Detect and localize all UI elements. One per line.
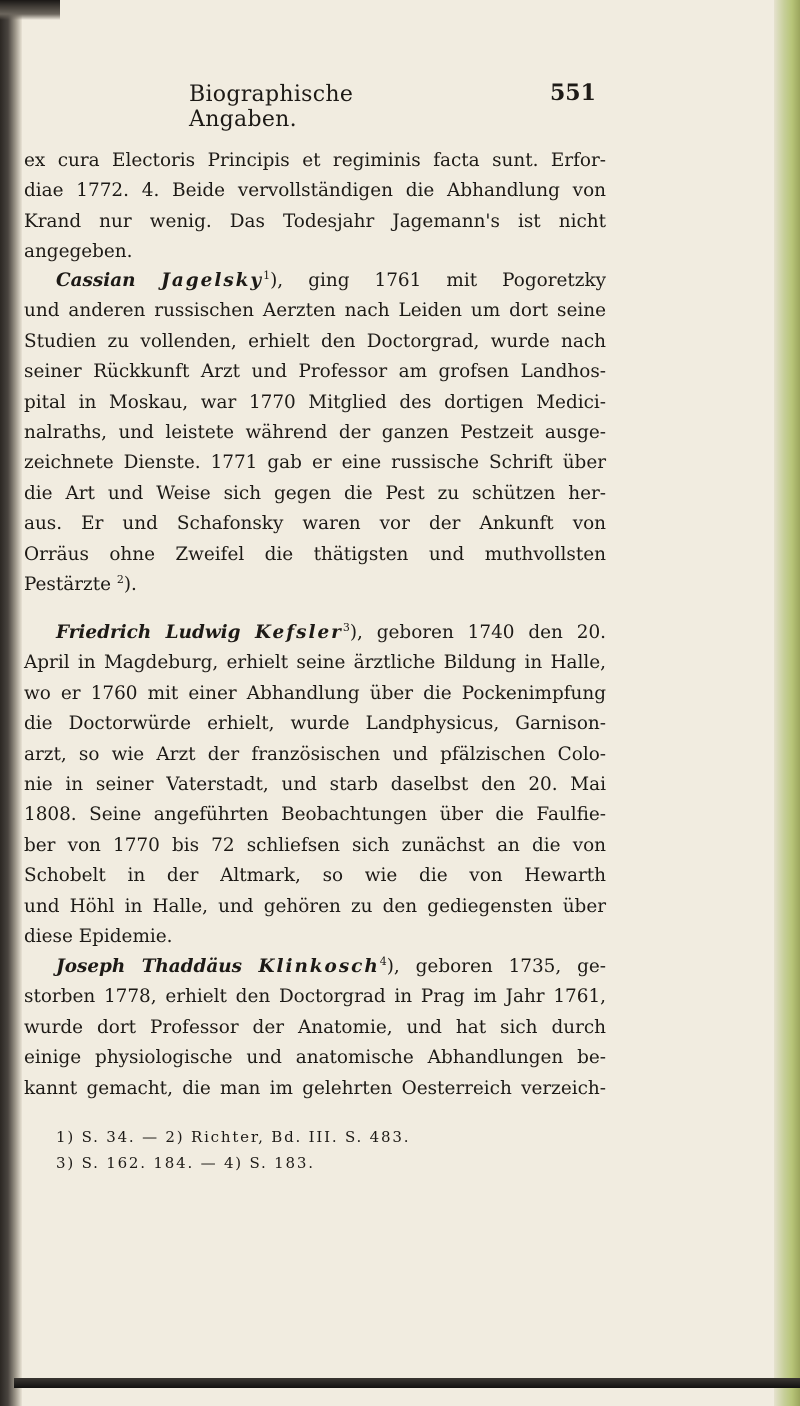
text-line: storben 1778, erhielt den Doctorgrad in Prag im Jahr 1761,	[24, 986, 606, 1008]
text-line: angegeben.	[24, 241, 133, 263]
text-line: April in Magdeburg, erhielt seine ärztliche Bildung in Halle,	[24, 652, 606, 674]
text-line: Cassian Jagelsky$^1$), ging 1761 mit Pogoretzky	[56, 269, 606, 291]
text-line: ber von 1770 bis 72 schliefsen sich zunächst an die von	[24, 834, 606, 856]
text-line: zeichnete Dienste. 1771 gab er eine russische Schrift über	[24, 452, 606, 474]
text-line: Friedrich Ludwig Kefsler$^3$), geboren 1740 den 20.	[56, 621, 606, 643]
text-line: Krand nur wenig. Das Todesjahr Jagemann's ist nicht	[24, 210, 606, 232]
text-line: pital in Moskau, war 1770 Mitglied des dortigen Medici-	[24, 391, 606, 413]
footnote-ref: 1	[263, 269, 271, 282]
footnote-ref: 3	[342, 621, 350, 634]
text-line: 1808. Seine angeführten Beobachtungen über die Faulfie-	[24, 804, 606, 826]
footnote-line: 1) S. 34. — 2) Richter, Bd. III. S. 483.	[56, 1128, 411, 1146]
footnote-ref: 4	[379, 955, 387, 968]
text-line: einige physiologische und anatomische Abhandlungen be-	[24, 1047, 606, 1069]
text-line: kannt gemacht, die man im gelehrten Oesterreich verzeich-	[24, 1077, 606, 1099]
text-line: die Doctorwürde erhielt, wurde Landphysicus, Garnison-	[24, 713, 606, 735]
text-line: ex cura Electoris Principis et regiminis facta sunt. Erfor-	[24, 150, 606, 171]
text-line: arzt, so wie Arzt der französischen und pfälzischen Colo-	[24, 743, 606, 765]
text-line: nie in seiner Vaterstadt, und starb daselbst den 20. Mai	[24, 773, 606, 795]
text-line: wo er 1760 mit einer Abhandlung über die Pockenimpfung	[24, 682, 606, 704]
paragraph-jagelsky	[24, 266, 606, 600]
person-name: Cassian Jagelsky	[56, 270, 264, 291]
text-line: diae 1772. 4. Beide vervollständigen die Abhandlung von	[24, 180, 606, 202]
text-line: nalraths, und leistete während der ganzen Pestzeit ausge-	[24, 421, 606, 443]
paragraph-klinkosch	[24, 952, 606, 1104]
footnote-line: 3) S. 162. 184. — 4) S. 183.	[56, 1154, 315, 1172]
footnote-ref: 2	[116, 572, 124, 586]
text-line: die Art und Weise sich gegen die Pest zu schützen her-	[24, 482, 606, 504]
footnotes	[56, 1124, 616, 1176]
text-line: Orräus ohne Zweifel die thätigsten und muthvollsten	[24, 543, 606, 565]
paragraph-continuation	[24, 146, 606, 268]
text-line: diese Epidemie.	[24, 925, 173, 947]
text-line: und Höhl in Halle, und gehören zu den gediegensten über	[24, 895, 606, 917]
text-line: Schobelt in der Altmark, so wie die von Hewarth	[24, 865, 606, 887]
text-line: seiner Rückkunft Arzt und Professor am grofsen Landhos-	[24, 361, 606, 383]
person-name: Joseph Thaddäus Klinkosch	[56, 956, 380, 977]
paragraph-kefsler	[24, 618, 606, 952]
person-name: Friedrich Ludwig Kefsler	[56, 622, 343, 643]
text-line: Studien zu vollenden, erhielt den Doctorgrad, wurde nach	[24, 330, 606, 352]
text-line: Pestärzte $^2$).	[24, 572, 137, 595]
text-line: und anderen russischen Aerzten nach Leiden um dort seine	[24, 300, 606, 322]
text-line: wurde dort Professor der Anatomie, und hat sich durch	[24, 1016, 606, 1038]
text-line: Joseph Thaddäus Klinkosch$^4$), geboren 1735, ge-	[56, 955, 606, 977]
text-line: aus. Er und Schafonsky waren vor der Ankunft von	[24, 513, 606, 535]
running-header: Biographische Angaben.	[189, 82, 354, 132]
page-number: 551	[550, 80, 596, 106]
